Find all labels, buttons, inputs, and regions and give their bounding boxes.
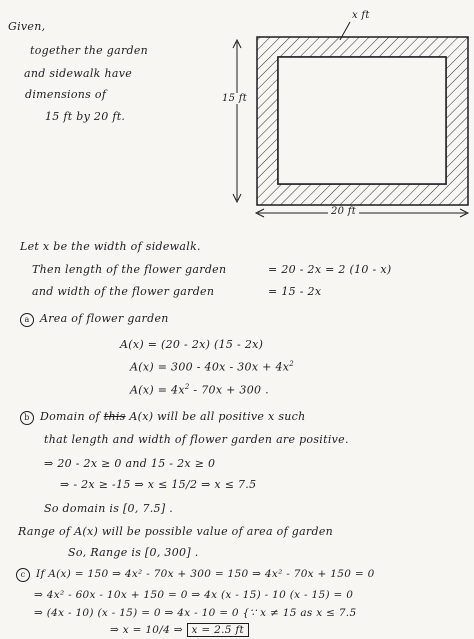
part-b-marker: b (20, 411, 34, 425)
part-b-line-7: So, Range is [0, 300] . (68, 546, 199, 559)
part-a-marker: a (20, 313, 34, 327)
given-line-5: 15 ft by 20 ft. (45, 110, 126, 123)
setup-line-3a: and width of the flower garden (32, 285, 215, 298)
setup-line-3b: = 15 - 2x (268, 285, 322, 298)
part-b-line-5: So domain is [0, 7.5] . (44, 502, 174, 515)
part-b-line-6: Range of A(x) will be possible value of area of garden (18, 525, 334, 538)
part-c-line-4: ⇒ x = 10/4 ⇒ x = 2.5 ft (110, 624, 249, 636)
given-line-4: dimensions of (25, 88, 107, 101)
part-a-eq-2: $A(x) = 300 - 40x - 30x + 4x^2$ (130, 360, 295, 374)
setup-line-2b: = 20 - 2x = 2 (10 - x) (268, 263, 392, 276)
part-a-heading (20, 312, 169, 327)
part-a-eq-3: $A(x) = 4x^2 - 70x + 300$ . (130, 383, 269, 397)
given-line-1: Given, (8, 20, 46, 33)
part-c-marker: c (16, 568, 30, 582)
part-b-line-2: that length and width of flower garden are positive. (44, 433, 349, 446)
final-answer: x = 2.5 ft (187, 623, 250, 637)
part-b-line-1: b Domain of this A(x) will be all positive x such (20, 410, 306, 425)
given-line-2: together the garden (30, 44, 149, 57)
setup-line-1: Let x be the width of sidewalk. (20, 240, 201, 253)
part-a-eq-1: A(x) = (20 - 2x) (15 - 2x) (120, 338, 264, 351)
part-c-line-2: ⇒ 4x² - 60x - 10x + 150 = 0 ⇒ 4x (x - 15) - 10 (x - 15) = 0 (34, 589, 354, 601)
struck-word: this (103, 410, 126, 423)
width-label: 20 ft (328, 206, 359, 217)
setup-line-2a: Then length of the flower garden (32, 263, 227, 276)
flower-garden (278, 57, 446, 184)
part-b-line-4: ⇒ - 2x ≥ -15 ⇒ x ≤ 15/2 ⇒ x ≤ 7.5 (60, 478, 257, 491)
given-line-3: and sidewalk have (24, 67, 133, 80)
part-c-line-3: ⇒ (4x - 10) (x - 15) = 0 ⇒ 4x - 10 = 0 {∵ x ≠ 15 as x ≤ 7.5 (34, 607, 357, 619)
part-c-line-1: c If A(x) = 150 ⇒ 4x² - 70x + 300 = 150 ⇒ 4x² - 70x + 150 = 0 (16, 568, 375, 582)
x-ft-label: x ft (352, 10, 370, 21)
part-a-heading-text: Area of flower garden (40, 312, 169, 325)
height-label: 15 ft (222, 93, 248, 104)
part-b-line-3: ⇒ 20 - 2x ≥ 0 and 15 - 2x ≥ 0 (44, 457, 216, 470)
